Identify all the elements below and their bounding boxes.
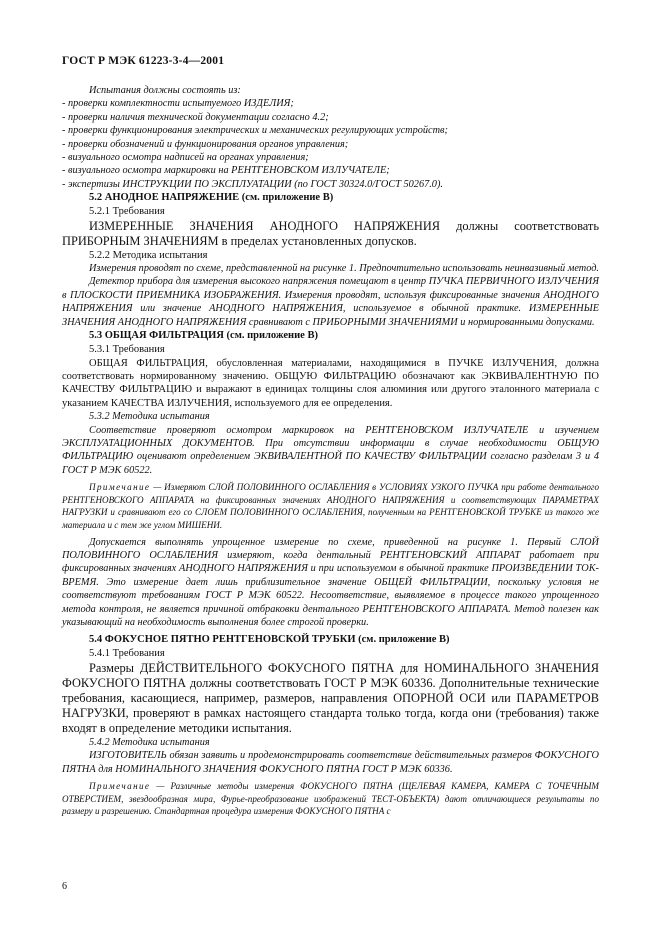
subsection-title-5-4-1: 5.4.1 Требования xyxy=(89,648,165,660)
method-paragraph: Соответствие проверяют осмотром маркировок на РЕНТГЕНОВСКОМ ИЗЛУЧАТЕЛЕ и изучением ЭКСПЛУАТАЦИОННЫХ ДОКУМЕНТОВ. При отсутствии информации в случае необходимости ОБЩУЮ ФИЛЬТРАЦИЮ оценивают определением ЭКВИВАЛЕНТНОЙ ПО КАЧЕСТВУ ФИЛЬТРАЦИИ согласно разделам 3 и 4 ГОСТ Р МЭК 60522. xyxy=(62,424,599,476)
subsection-title-5-2-1: 5.2.1 Требования xyxy=(89,206,165,218)
note-text: — Различные методы измерения ФОКУСНОГО ПЯТНА (ЩЕЛЕВАЯ КАМЕРА, КАМЕРА С ТОЧЕЧНЫМ ОТВЕРСТИЕМ, звездообразная мира, Фурье-преобразование изображений ТЕСТ-ОБЪЕКТА) дают отличающиеся результаты по размеру и разрешению. Стандартная процедура измерения ФОКУСНОГО ПЯТНА с xyxy=(62,781,599,817)
note-text: — Измеряют СЛОЙ ПОЛОВИННОГО ОСЛАБЛЕНИЯ в УСЛОВИЯХ УЗКОГО ПУЧКА при работе дентального РЕНТГЕНОВСКОГО АППАРАТА на фиксированных значениях АНОДНОГО НАПРЯЖЕНИЯ и соответствующих ПАРАМЕТРАХ НАГРУЗКИ и сравнивают его со СЛОЕМ ПОЛОВИННОГО ОСЛАБЛЕНИЯ, полученным на РЕНТГЕНОВСКОЙ ТРУБКЕ из такого же материала и с тем же углом МИШЕНИ. xyxy=(62,482,599,530)
page-number: 6 xyxy=(62,881,67,892)
document-body xyxy=(62,84,599,818)
page-header: ГОСТ Р МЭК 61223-3-4—2001 xyxy=(62,55,225,67)
requirement-text-5-2-1: ИЗМЕРЕННЫЕ ЗНАЧЕНИЯ АНОДНОГО НАПРЯЖЕНИЯ должны соответствовать ПРИБОРНЫМ ЗНАЧЕНИЯМ в пределах установленных допусков. xyxy=(62,218,599,248)
method-paragraph: Измерения проводят по схеме, представленной на рисунке 1. Предпочтительно использовать неинвазивный метод. xyxy=(89,263,599,275)
subsection-title-5-3-2: 5.3.2 Методика испытания xyxy=(89,411,210,423)
list-item: - проверки комплектности испытуемого ИЗДЕЛИЯ; xyxy=(62,98,294,110)
section-title-5-4: 5.4 ФОКУСНОЕ ПЯТНО РЕНТГЕНОВСКОЙ ТРУБКИ (см. приложение В) xyxy=(89,634,450,646)
section-title-5-2: 5.2 АНОДНОЕ НАПРЯЖЕНИЕ (см. приложение В) xyxy=(89,192,334,204)
checklist xyxy=(62,97,599,191)
method-paragraph: ИЗГОТОВИТЕЛЬ обязан заявить и продемонстрировать соответствие действительных размеров ФОКУСНОГО ПЯТНА для НОМИНАЛЬНОГО ЗНАЧЕНИЯ ФОКУСНОГО ПЯТНА ГОСТ Р МЭК 60336. xyxy=(62,750,599,775)
requirement-text-5-3-1: ОБЩАЯ ФИЛЬТРАЦИЯ, обусловленная материалами, находящимися в ПУЧКЕ ИЗЛУЧЕНИЯ, должна соответствовать нормированному значению. ОБЩУЮ ФИЛЬТРАЦИЮ обозначают как ЭКВИВАЛЕНТНУЮ ПО КАЧЕСТВУ ФИЛЬТРАЦИЮ и выражают в единицах толщины слоя алюминия или другого эталонного материала с указанием КАЧЕСТВА ИЗЛУЧЕНИЯ, используемого для ее определения. xyxy=(62,357,599,409)
note-label: Примечание xyxy=(89,781,151,791)
list-item: - проверки наличия технической документации согласно 4.2; xyxy=(62,111,329,123)
list-item: - проверки обозначений и функционирования органов управления; xyxy=(62,138,349,150)
method-paragraph: Детектор прибора для измерения высокого напряжения помещают в центр ПУЧКА ПЕРВИЧНОГО ИЗЛУЧЕНИЯ в ПЛОСКОСТИ ПРИЕМНИКА ИЗОБРАЖЕНИЯ. Измерения проводят, используя фиксированные значения АНОДНОГО НАПРЯЖЕНИЯ или значение АНОДНОГО НАПРЯЖЕНИЯ, используемое в обычной практике. ИЗМЕРЕННЫЕ ЗНАЧЕНИЯ АНОДНОГО НАПРЯЖЕНИЯ сравнивают с ПРИБОРНЫМИ ЗНАЧЕНИЯМИ и нормированными допусками. xyxy=(62,276,599,328)
section-title-5-3: 5.3 ОБЩАЯ ФИЛЬТРАЦИЯ (см. приложение В) xyxy=(89,330,318,342)
note-5-3 xyxy=(62,481,599,531)
intro-text: Испытания должны состоять из: xyxy=(89,85,241,96)
list-item: - экспертизы ИНСТРУКЦИИ ПО ЭКСПЛУАТАЦИИ (по ГОСТ 30324.0/ГОСТ 50267.0). xyxy=(62,178,443,190)
requirement-text-5-4-1: Размеры ДЕЙСТВИТЕЛЬНОГО ФОКУСНОГО ПЯТНА для НОМИНАЛЬНОГО ЗНАЧЕНИЯ ФОКУСНОГО ПЯТНА должны соответствовать ГОСТ Р МЭК 60336. Дополнительные технические требования, касающиеся, например, размеров, направления ОПОРНОЙ ОСИ или ПАРАМЕТРОВ НАГРУЗКИ, проверяют в рамках настоящего стандарта только тогда, когда они (требования) также входят в определение методики испытания. xyxy=(62,660,599,735)
list-item: - визуального осмотра маркировки на РЕНТГЕНОВСКОМ ИЗЛУЧАТЕЛЕ; xyxy=(62,165,390,177)
note-5-4 xyxy=(62,780,599,818)
subsection-title-5-2-2: 5.2.2 Методика испытания xyxy=(89,249,208,261)
list-item: - проверки функционирования электрических и механических регулирующих устройств; xyxy=(62,125,448,137)
subsection-title-5-3-1: 5.3.1 Требования xyxy=(89,344,165,356)
list-item: - визуального осмотра надписей на органах управления; xyxy=(62,152,309,164)
subsection-title-5-4-2: 5.4.2 Методика испытания xyxy=(89,736,210,748)
note-label: Примечание xyxy=(89,482,151,493)
method-paragraph: Допускается выполнять упрощенное измерение по схеме, приведенной на рисунке 1. Первый СЛОЙ ПОЛОВИННОГО ОСЛАБЛЕНИЯ измеряют, когда дентальный РЕНТГЕНОВСКИЙ АППАРАТ работает при фиксированных значениях АНОДНОГО НАПРЯЖЕНИЯ и при используемом в обычной практике ПРОИЗВЕДЕНИИ ТОК-ВРЕМЯ. Это измерение дает лишь приблизительное значение ОБЩЕЙ ФИЛЬТРАЦИИ, поскольку условия не соответствуют требованиям ГОСТ Р МЭК 60522. Несоответствие, выявляемое в процессе такого упрощенного метода контроля, не является причиной отбраковки дентального РЕНТГЕНОВСКОГО АППАРАТА. Метод полезен как указывающий на необходимость выполнения более строгой проверки. xyxy=(62,536,599,628)
